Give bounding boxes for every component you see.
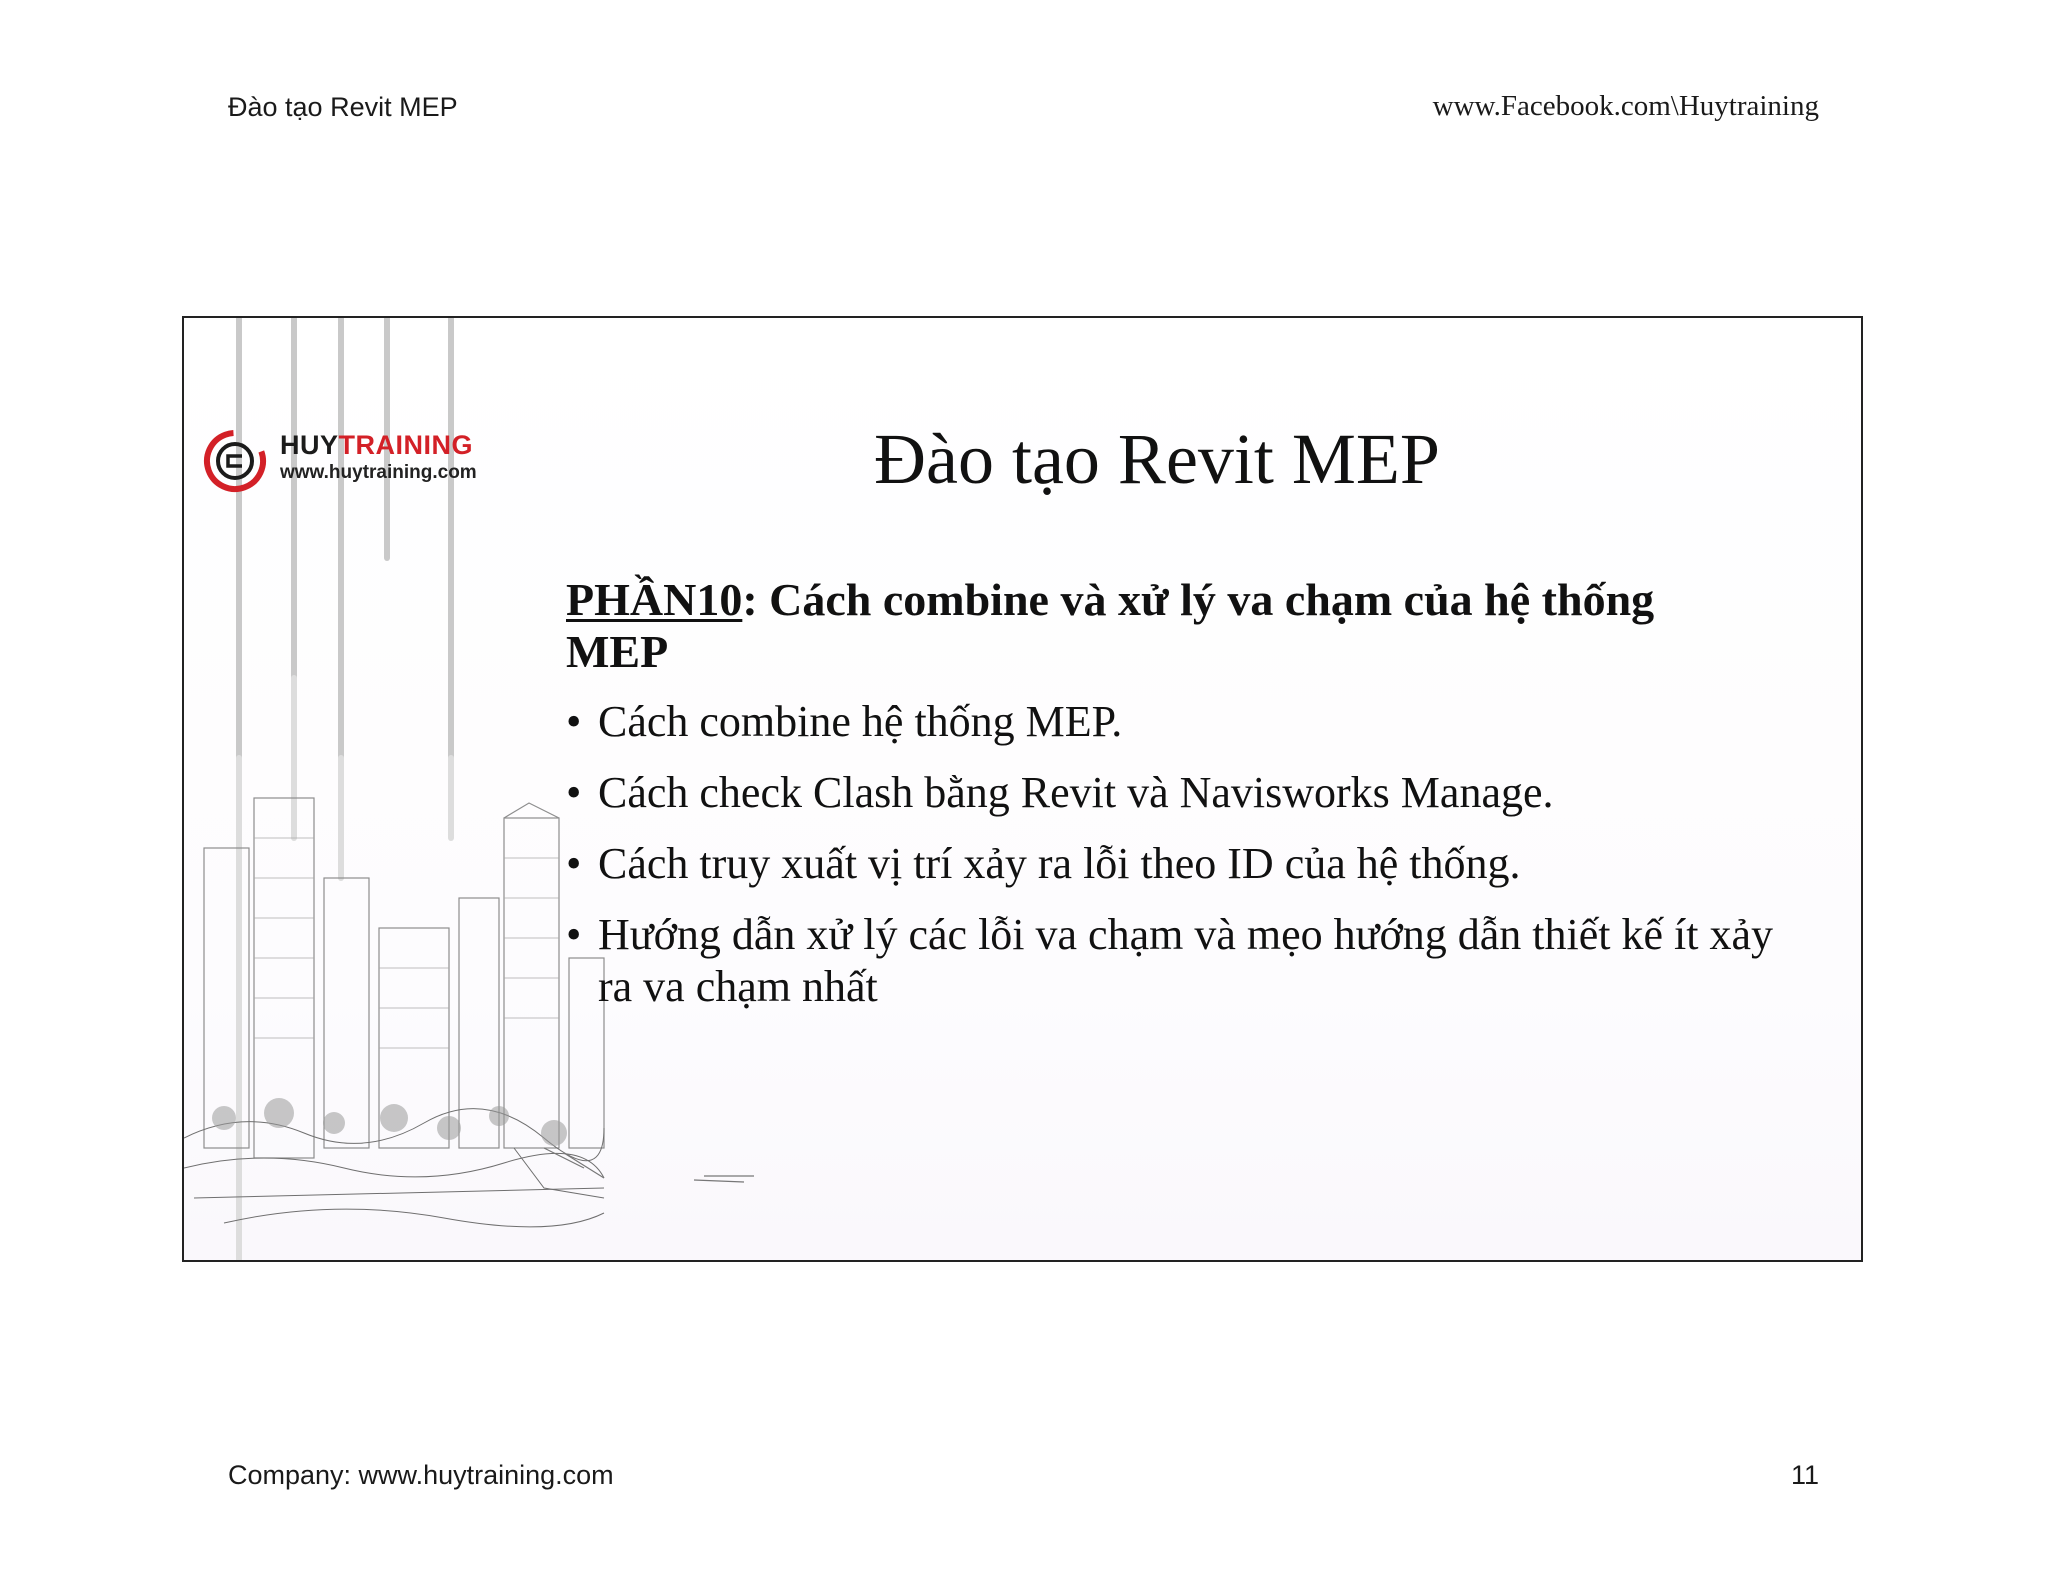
bullet-item — [566, 838, 1816, 890]
bullet-text: Cách combine hệ thống MEP. — [598, 697, 1123, 746]
logo-brand-accent: TRAINING — [338, 430, 474, 460]
slide-title: Đào tạo Revit MEP — [874, 419, 1440, 499]
bullet-text: Cách check Clash bằng Revit và Navisworks Manage. — [598, 768, 1554, 817]
page-number: 11 — [1790, 1460, 1819, 1490]
logo-brand-name — [280, 430, 473, 461]
bullet-list — [566, 696, 1816, 1032]
bullet-dot: • — [566, 910, 582, 959]
bullet-dot: • — [566, 839, 582, 888]
logo-url: www.huytraining.com — [280, 462, 477, 483]
section-heading-text: : Cách combine và xử lý va chạm của hệ thống MEP — [566, 574, 1655, 677]
page-footer-company: Company: www.huytraining.com — [228, 1460, 614, 1490]
bullet-dot: • — [566, 697, 582, 746]
logo-brand-dark: HUY — [280, 430, 339, 460]
huytraining-logo — [202, 426, 502, 506]
bullet-dot: • — [566, 768, 582, 817]
bullet-text: Hướng dẫn xử lý các lỗi va chạm và mẹo hướng dẫn thiết kế ít xảy ra va chạm nhất — [598, 910, 1773, 1011]
bullet-item — [566, 909, 1816, 1013]
logo-mark-icon — [202, 426, 272, 496]
page-header-title: Đào tạo Revit MEP — [228, 92, 458, 122]
bullet-item — [566, 696, 1816, 748]
slide-frame — [182, 316, 1863, 1262]
bullet-item — [566, 767, 1816, 819]
page-header-facebook-link: www.Facebook.com\Huytraining — [1432, 90, 1819, 122]
section-label: PHẦN10 — [566, 574, 743, 625]
bullet-text: Cách truy xuất vị trí xảy ra lỗi theo ID của hệ thống. — [598, 839, 1521, 888]
section-heading — [566, 574, 1766, 678]
